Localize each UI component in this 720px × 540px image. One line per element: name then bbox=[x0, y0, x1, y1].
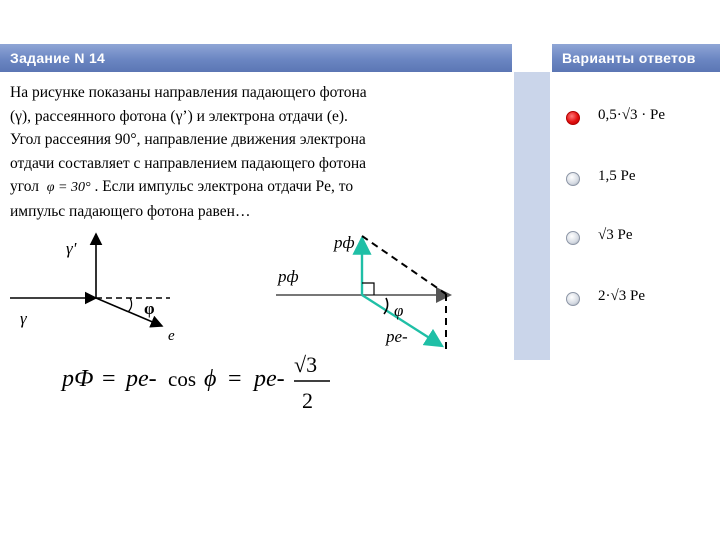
answer-option-1-label: 0,5·√3 · Pe bbox=[598, 107, 665, 123]
answer-option-4[interactable] bbox=[566, 286, 716, 312]
radio-selected-icon[interactable] bbox=[566, 111, 580, 125]
answer-option-2-label: 1,5 Pe bbox=[598, 168, 636, 184]
photon-direction-diagram bbox=[10, 232, 210, 352]
radio-icon[interactable] bbox=[566, 172, 580, 186]
question-angle-suffix: . Если импульс электрона отдачи Pe, то bbox=[94, 178, 354, 195]
formula-lhs: pФ bbox=[62, 366, 94, 392]
question-line-3: Угол рассеяния 90°, направление движения электрона bbox=[10, 131, 366, 148]
question-text bbox=[10, 81, 505, 223]
formula-cos: cos bbox=[168, 367, 196, 391]
solution-formula bbox=[62, 338, 362, 418]
answers-header bbox=[552, 44, 720, 72]
answer-option-1[interactable] bbox=[566, 105, 716, 131]
question-line-2: (γ), рассеянного фотона (γ’) и электрона отдачи (e). bbox=[10, 107, 348, 125]
formula-phi: ϕ bbox=[204, 366, 217, 392]
answer-option-3[interactable] bbox=[566, 225, 716, 251]
question-line-6: импульс падающего фотона равен… bbox=[10, 202, 251, 220]
radio-icon[interactable] bbox=[566, 292, 580, 306]
answer-option-4-label: 2·√3 Pe bbox=[598, 288, 645, 304]
gamma-prime-label: γ' bbox=[66, 239, 77, 258]
answer-option-3-label: √3 Pe bbox=[598, 227, 633, 243]
gamma-label: γ bbox=[20, 309, 27, 328]
divider-strip bbox=[514, 72, 550, 360]
phi-label: φ bbox=[144, 299, 155, 318]
question-angle-prefix: угол bbox=[10, 178, 40, 195]
incident-momentum-label: pф bbox=[278, 267, 299, 286]
formula-denominator: 2 bbox=[302, 388, 313, 413]
electron-momentum-label: pe- bbox=[386, 327, 408, 346]
formula-sqrt3: √3 bbox=[294, 352, 318, 377]
formula-pe2: pe- bbox=[254, 366, 285, 392]
right-angle-mark bbox=[362, 283, 374, 295]
scattered-momentum-label: pф bbox=[334, 233, 355, 252]
formula-eq2: = bbox=[228, 366, 242, 392]
task-header-title: Задание N 14 bbox=[10, 50, 106, 66]
answers-header-title: Варианты ответов bbox=[562, 50, 696, 66]
question-line-1: На рисунке показаны направления падающего фотона bbox=[10, 84, 367, 101]
radio-icon[interactable] bbox=[566, 231, 580, 245]
task-header bbox=[0, 44, 512, 72]
question-angle: φ = 30° bbox=[46, 180, 91, 195]
phi-label: φ bbox=[394, 301, 404, 320]
formula-eq1: = bbox=[102, 366, 116, 392]
electron-label: e bbox=[168, 328, 175, 344]
formula-pe1: pe- bbox=[126, 366, 157, 392]
question-line-5 bbox=[10, 175, 505, 200]
answer-option-2[interactable] bbox=[566, 166, 716, 192]
question-line-4: отдачи составляет с направлением падающего фотона bbox=[10, 154, 367, 172]
dashed-hypotenuse bbox=[362, 236, 446, 294]
angle-arc bbox=[128, 298, 132, 312]
